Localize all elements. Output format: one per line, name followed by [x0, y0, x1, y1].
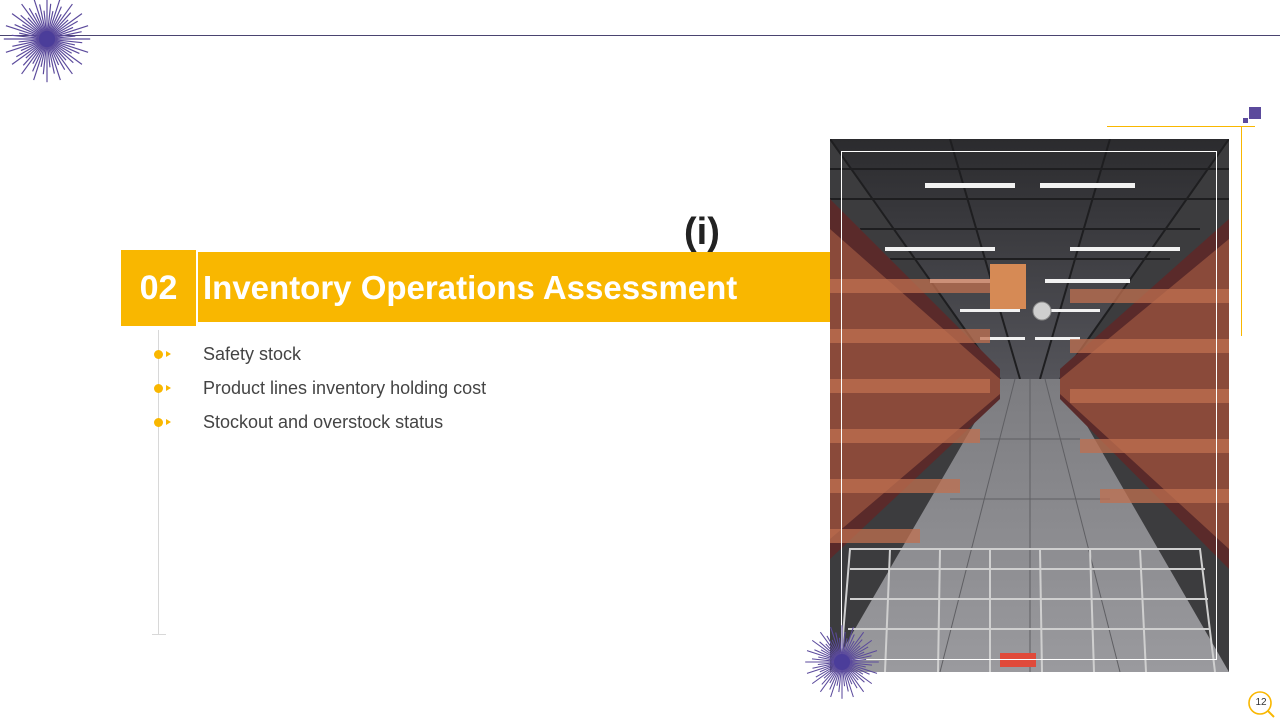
section-title: Inventory Operations Assessment: [203, 269, 738, 306]
decorative-square: [1243, 118, 1248, 123]
page-number: 12: [1255, 697, 1267, 708]
bullet-arrow-icon: [166, 351, 171, 357]
bullet-item: [154, 343, 302, 365]
decorative-square: [1249, 107, 1261, 119]
timeline-cap: [152, 634, 166, 635]
bullet-item: [154, 377, 487, 399]
roman-numeral-label: (i): [684, 211, 720, 253]
bullet-text: Product lines inventory holding cost: [203, 378, 487, 398]
decorative-yellow-line: [1107, 126, 1255, 127]
bullet-dot-icon: [154, 350, 163, 359]
top-divider: [0, 35, 1280, 36]
bullet-arrow-icon: [166, 419, 171, 425]
bullet-dot-icon: [154, 384, 163, 393]
timeline-line: [158, 330, 159, 635]
photo-inner-frame: [841, 151, 1217, 660]
decorative-yellow-line: [1241, 126, 1242, 336]
section-number: 02: [139, 268, 178, 307]
bullet-arrow-icon: [166, 385, 171, 391]
starburst-icon: [2, 0, 92, 84]
bullet-text: Safety stock: [203, 344, 302, 364]
section-number-box: [121, 250, 196, 326]
bullet-text: Stockout and overstock status: [203, 412, 444, 432]
bullet-item: [154, 411, 444, 433]
starburst-icon: [802, 622, 882, 702]
bullet-dot-icon: [154, 418, 163, 427]
